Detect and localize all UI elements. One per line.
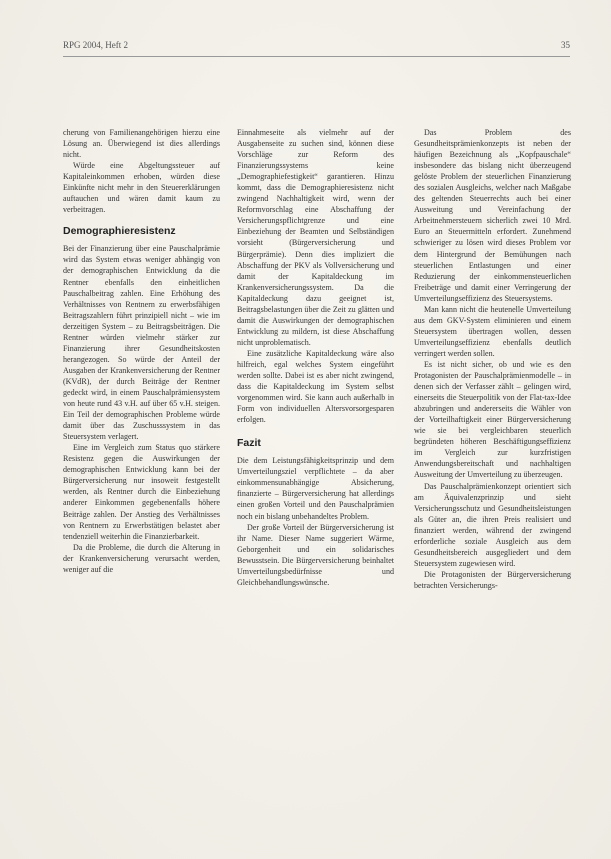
section-heading: Fazit bbox=[237, 437, 261, 450]
paragraph: Man kann nicht die heutenelle Umverteilung aus dem GKV-System eliminieren und einem Steuersystem übertragen wollen, dessen Umverteilungseffizienz ebenfalls deutlich verringert werden sollen. bbox=[414, 304, 571, 358]
text-column-3 bbox=[414, 127, 571, 591]
page-number: 35 bbox=[561, 40, 570, 50]
journal-reference: RPG 2004, Heft 2 bbox=[63, 40, 128, 50]
paragraph: Das Pauschalprämienkonzept orientiert sich am Äquivalenzprinzip und sieht Versicherungsschutz und Gesundheitsleistungen als Güter an, die ihren Preis realisiert und finanziert werden, während der zwingend erforderliche soziale Ausgleich aus dem Gesundheitsbereich ausgegliedert und dem Steuersystem zugewiesen wird. bbox=[414, 481, 571, 568]
paragraph: cherung von Familienangehörigen hierzu eine Lösung an. Überwiegend ist dies allerdings nicht. bbox=[63, 128, 220, 160]
paragraph: Eine zusätzliche Kapitaldeckung wäre also hilfreich, egal welches System eingeführt werden sollte. Dabei ist es aber nicht zwingend, dass die Kapitaldeckung im System selbst vorgenommen wird. Sie kann auch außerhalb in Form von individuellen Altersvorsorgesparen erfolgen. bbox=[237, 348, 394, 425]
paragraph: Einnahmeseite als vielmehr auf der Ausgabenseite zu suchen sind, können diese Vorschläge zur Reform des Finanzierungssystems keine „Demographiefestigkeit“ garantieren. Hinzu kommt, dass die Demographieresistenz nicht zwingend Nachhaltigkeit wird, wenn der Reformvorschlag eine Abschaffung der Versicherungspflichtgrenze und eine Einbeziehung der Beamten und Selbständigen vorsieht (Bürgerversicherung und Bürgerprämie). Denn dies impliziert die Abschaffung der PKV als Vollversicherung und damit der Kapitaldeckung im Krankenversicherungssystem. Da die Kapitaldeckung dazu geeignet ist, Beitragsbelastungen über die Zeit zu glätten und damit die Auswirkungen der demographischen Entwicklung zu mildern, ist diese Abschaffung nicht unproblematisch. bbox=[237, 128, 394, 347]
section-heading: Demographieresistenz bbox=[63, 225, 176, 238]
header-rule bbox=[63, 56, 570, 57]
running-header bbox=[63, 40, 570, 54]
paragraph: Der große Vorteil der Bürgerversicherung ist ihr Name. Dieser Name suggeriert Wärme, Geborgenheit und ein solidarisches Bewusstsein. Die Bürgerversicherung beinhaltet Umverteilungsbedürfnisse und Gleichbehandlungswünsche. bbox=[237, 522, 394, 587]
paragraph: Die dem Leistungsfähigkeitsprinzip und dem Umverteilungsziel verpflichtete – da aber einkommensunabhängige Absicherung, finanzierte – Bürgerversicherung hat allerdings einen großen Vorteil und den Pauschalprämien noch ein bislang unbehandeltes Problem. bbox=[237, 456, 394, 521]
paragraph: Würde eine Abgeltungssteuer auf Kapitaleinkommen erhoben, würden diese Einkünfte nicht mehr in den Steuererklärungen auftauchen und wären damit kaum zu verbeitragen. bbox=[63, 161, 220, 215]
paragraph: Eine im Vergleich zum Status quo stärkere Resistenz gegen die Auswirkungen der demographischen Entwicklung kann bei der Bürgerversicherung nur insoweit festgestellt werden, als Rentner durch die Einbeziehung anderer Einkommen gegebenenfalls höhere Beiträge zahlen. Der Anstieg des Verhältnisses von Rentnern zu Erwerbstätigen belastet aber tendenziell weiterhin die Finanzierbarkeit. bbox=[63, 443, 220, 541]
text-column-2 bbox=[237, 127, 394, 588]
paragraph: Die Protagonisten der Bürgerversicherung betrachten Versicherungs- bbox=[414, 569, 571, 590]
paragraph: Da die Probleme, die durch die Alterung in der Krankenversicherung verursacht werden, weniger auf die bbox=[63, 542, 220, 574]
text-column-1 bbox=[63, 127, 220, 575]
paragraph: Bei der Finanzierung über eine Pauschalprämie wird das System etwas weniger abhängig von der demographischen Entwicklung da die Rentner ebenfalls den einheitlichen Pauschalbeitrag zahlen. Eine Erhöhung des Verhältnisses von Rentnern zu erwerbsfähigen Beitragszahlern führt prinzipiell nicht – wie im derzeitigen System – zu Beitragsbeiträgen. Die Rentner würden vielmehr stärker zur Finanzierung ihrer Gesundheitskosten herangezogen. So würde der Anteil der Ausgaben der Krankenversicherung der Rentner (KVdR), der durch Beiträge der Rentner gedeckt wird, in einem Pauschalprämiensystem von heute rund 43 v.H. auf über 65 v.H. steigen. Ein Teil der demographischen Probleme würde damit über das Zuschusssystem in das Steuersystem verlagert. bbox=[63, 244, 220, 442]
paragraph: Es ist nicht sicher, ob und wie es den Protagonisten der Pauschalprämienmodelle – in denen sich der Verfasser zählt – gelingen wird, einerseits die Steuerpolitik von der Flat-tax-Idee abzubringen und andererseits die Wähler von der Vorteilhaftigkeit einer Bürgerversicherung wie sie bei vergleichbaren steuerlich begründeten höheren Beschäftigungseffizienz im Vergleich zur kurzfristigen Anwendungsbereitschaft und nachhaltigen Ausweitung der Umverteilung zu überzeugen. bbox=[414, 359, 571, 480]
paragraph: Das Problem des Gesundheitsprämienkonzepts ist neben der häufigen Bezeichnung als „Kopfpauschale“ insbesondere das bislang nicht überzeugend gelöste Problem der steuerlichen Finanzierung des sozialen Ausgleichs, welcher nach Maßgabe des geltenden Steuerrechts auch bei einer Ausweitung und Vereinfachung der Arbeitnehmersteuern sicherlich zwei 10 Mrd. Euro an Steuermitteln erfordert. Zunehmend schwieriger zu lösen wird dieses Problem vor dem Hintergrund der Bemühungen nach steuerlichen Entlastungen und einer Reduzierung der einkommensteuerlichen Freibeträge und damit einer Verringerung der Umverteilungseffizienz des Steuersystems. bbox=[414, 128, 571, 303]
